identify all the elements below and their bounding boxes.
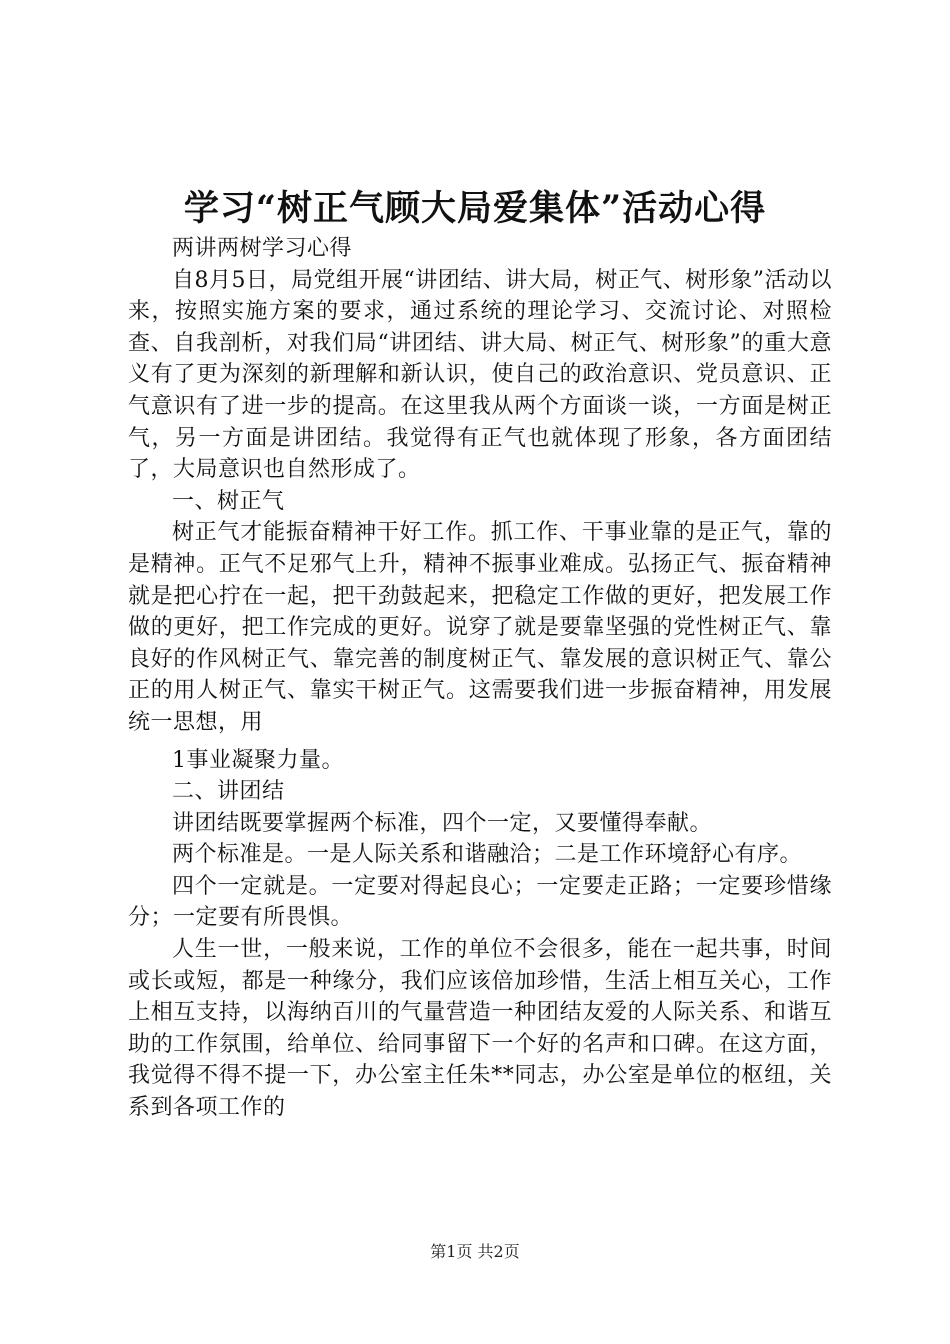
section-heading-2: 二、讲团结: [172, 779, 285, 805]
paragraph-two-standards: 两个标准是。一是人际关系和谐融洽；二是工作环境舒心有序。: [172, 842, 803, 868]
page-number: 第1页 共2页: [430, 1242, 520, 1261]
document-body: [128, 233, 832, 1124]
paragraph-intro: 自8月5日，局党组开展“讲团结、讲大局，树正气、树形象”活动以来，按照实施方案的要求，通过系统的理论学习、交流讨论、对照检查、自我剖析，对我们局“讲团结、讲大局、树正气、树形象”的重大意义有了更为深刻的新理解和新认识，使自己的政治意识、党员意识、正气意识有了进一步的提高。在这里我从两个方面谈一谈，一方面是树正气，另一方面是讲团结。我觉得有正气也就体现了形象，各方面团结了，大局意识也自然形成了。: [128, 267, 832, 483]
paragraph-subtitle: 两讲两树学习心得: [172, 236, 353, 261]
paragraph-unity-intro: 讲团结既要掌握两个标准，四个一定，又要懂得奉献。: [172, 810, 713, 836]
paragraph-four-musts: 四个一定就是。一定要对得起良心；一定要走正路；一定要珍惜缘分；一定要有所畏惧。: [128, 873, 832, 931]
section-heading-1: 一、树正气: [172, 488, 285, 514]
paragraph-continuation: 1事业凝聚力量。: [172, 747, 344, 773]
document-title: 学习“树正气顾大局爱集体”活动心得: [183, 188, 767, 229]
paragraph-section-1: 树正气才能振奋精神干好工作。抓工作、干事业靠的是正气，靠的是精神。正气不足邪气上升，精神不振事业难成。弘扬正气、振奋精神就是把心拧在一起，把干劲鼓起来，把稳定工作做的更好，把发展工作做的更好，把工作完成的更好。说穿了就是要靠坚强的党性树正气、靠良好的作风树正气、靠完善的制度树正气、靠发展的意识树正气、靠公正的用人树正气、靠实干树正气。这需要我们进一步振奋精神，用发展统一思想，用: [128, 520, 832, 735]
paragraph-life: 人生一世，一般来说，工作的单位不会很多，能在一起共事，时间或长或短，都是一种缘分，我们应该倍加珍惜，生活上相互关心，工作上相互支持，以海纳百川的气量营造一种团结友爱的人际关系、和谐互助的工作氛围，给单位、给同事留下一个好的名声和口碑。在这方面，我觉得不得不提一下，办公室主任朱**同志，办公室是单位的枢纽，关系到各项工作的: [128, 937, 832, 1121]
